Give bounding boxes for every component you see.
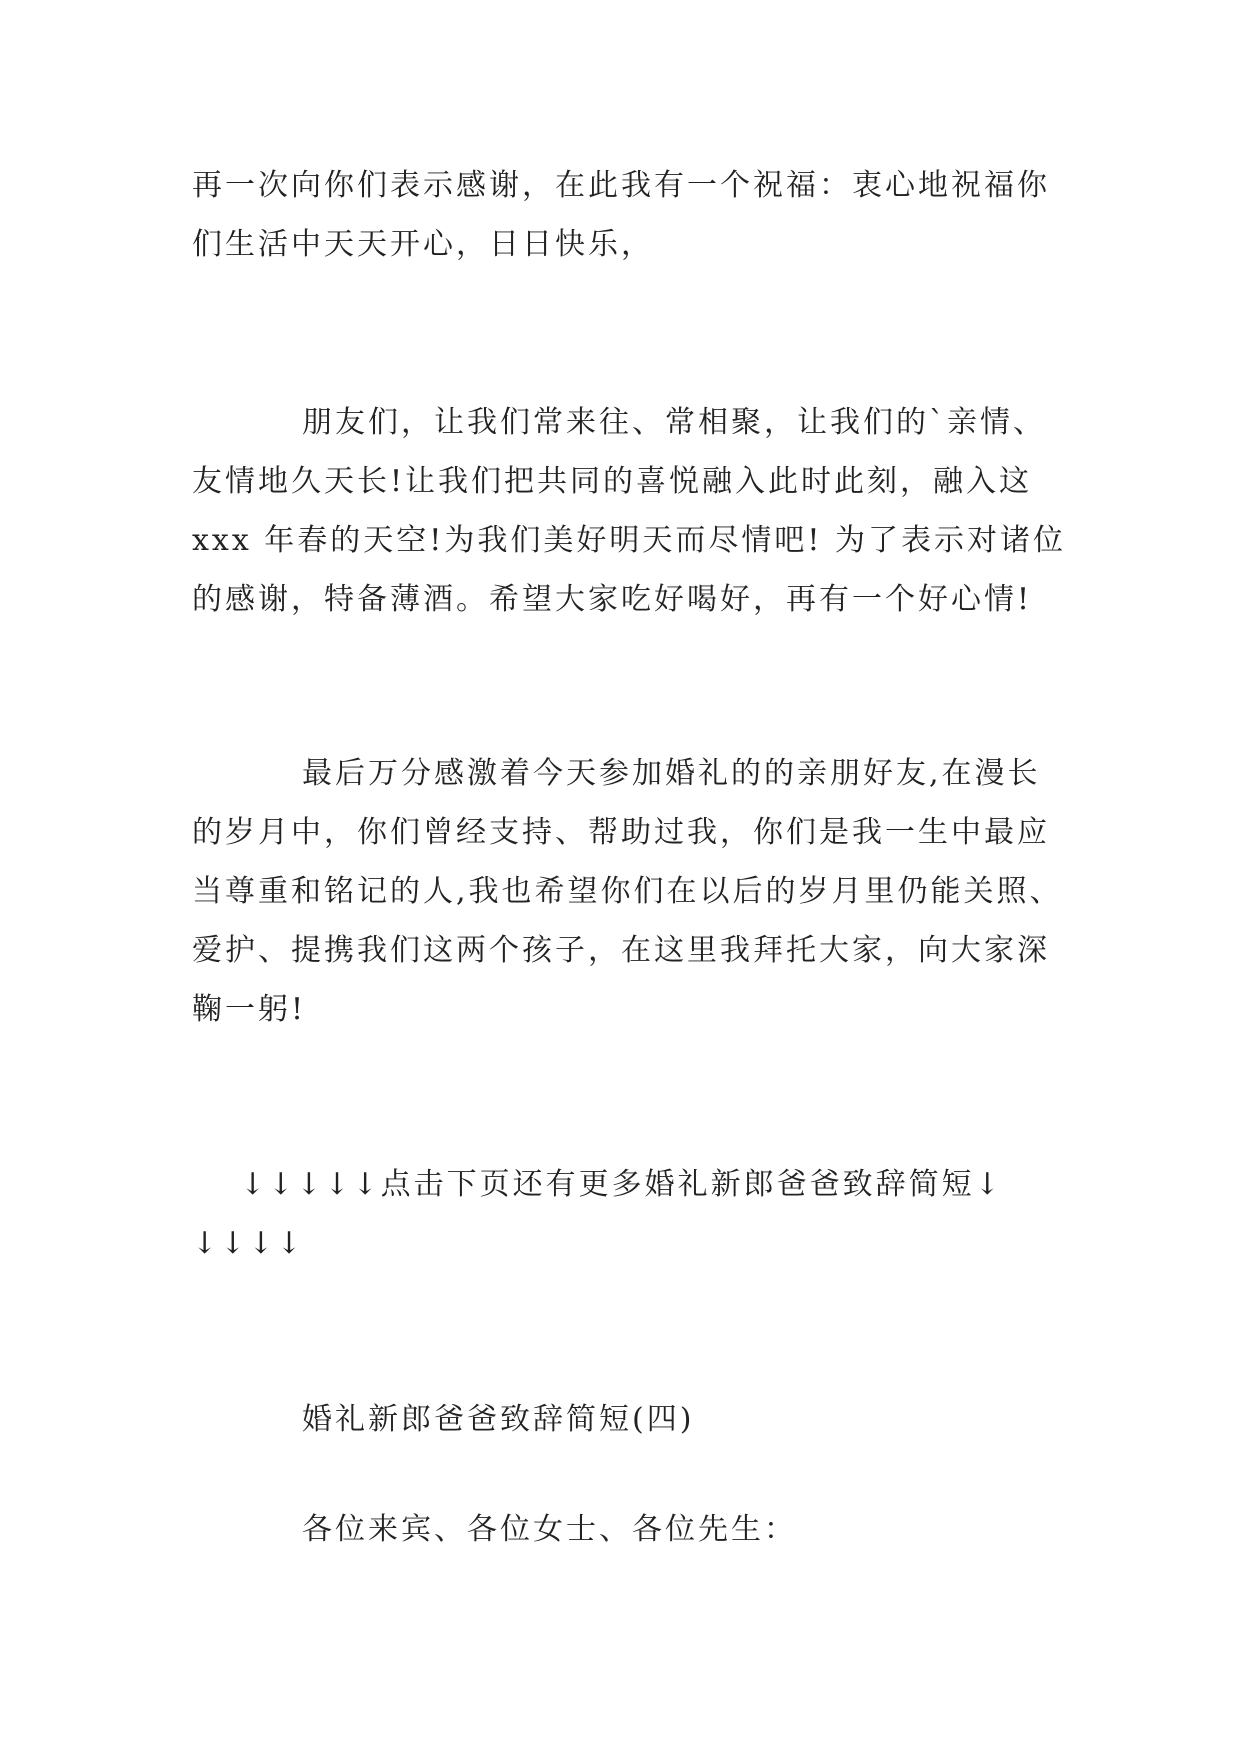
section-title: 婚礼新郎爸爸致辞简短(四)	[302, 1402, 695, 1437]
paragraph-line: 友情地久天长!让我们把共同的喜悦融入此时此刻，融入这	[192, 464, 1033, 499]
paragraph-thanks	[192, 156, 1062, 274]
paragraph-line: 再一次向你们表示感谢，在此我有一个祝福：衷心地祝福你	[192, 168, 1050, 203]
paragraph-line: 爱护、提携我们这两个孩子，在这里我拜托大家，向大家深	[192, 933, 1050, 968]
paragraph-line: 的感谢，特备薄酒。希望大家吃好喝好，再有一个好心情!	[192, 582, 1033, 617]
paragraph-line: xxx 年春的天空!为我们美好明天而尽情吧! 为了表示对诸位	[192, 523, 1066, 558]
next-page-link[interactable]	[192, 1155, 1070, 1273]
paragraph-line: 鞠一躬!	[192, 992, 307, 1027]
paragraph-line: 的岁月中，你们曾经支持、帮助过我，你们是我一生中最应	[192, 815, 1050, 850]
paragraph-friends	[192, 393, 1066, 629]
paragraph-line: 们生活中天天开心，日日快乐，	[192, 227, 654, 262]
paragraph-line: 最后万分感激着今天参加婚礼的的亲朋好友,在漫长	[302, 756, 1041, 791]
paragraph-gratitude	[192, 744, 1062, 1039]
paragraph-line: 当尊重和铭记的人,我也希望你们在以后的岁月里仍能关照、	[192, 874, 1063, 909]
paragraph-line: ↓↓↓↓	[192, 1226, 305, 1261]
paragraph-line: ↓↓↓↓↓点击下页还有更多婚礼新郎爸爸致辞简短↓	[240, 1167, 1003, 1202]
salutation: 各位来宾、各位女士、各位先生：	[302, 1512, 797, 1547]
paragraph-line: 朋友们，让我们常来往、常相聚，让我们的`亲情、	[302, 405, 1046, 440]
